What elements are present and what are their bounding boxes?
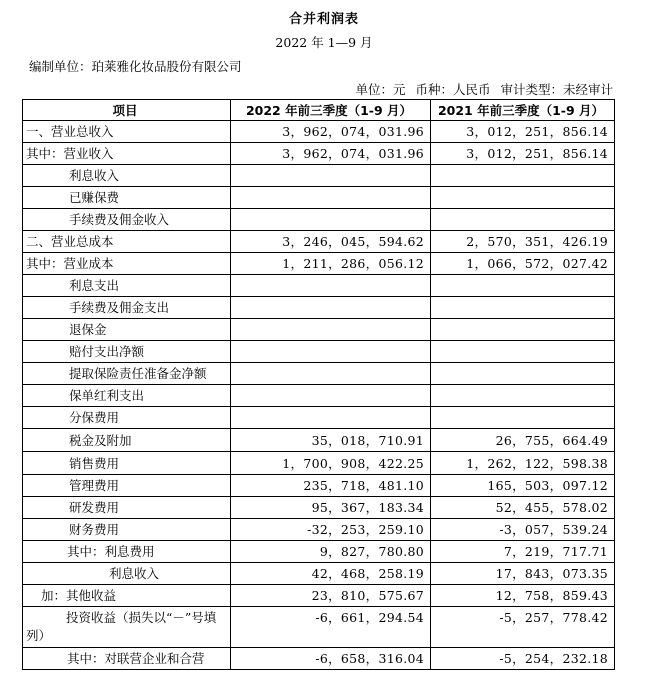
row-label: 保单红利支出	[23, 385, 231, 407]
table-row	[23, 187, 615, 209]
value-2022	[231, 319, 431, 341]
table-row	[23, 452, 615, 475]
value-2021: 52，455，578.02	[431, 497, 615, 519]
row-label: 其中：营业成本	[23, 253, 231, 275]
row-label: 其中：对联营企业和合营	[23, 648, 231, 670]
row-label: 已赚保费	[23, 187, 231, 209]
value-2022: 23，810，575.67	[231, 585, 431, 607]
value-2021	[431, 209, 615, 231]
value-2021: 3，012，251，856.14	[431, 121, 615, 143]
value-2021	[431, 297, 615, 319]
table-row	[23, 363, 615, 385]
row-label: 管理费用	[23, 475, 231, 497]
table-row	[23, 341, 615, 363]
row-label: 其中：利息费用	[23, 541, 231, 563]
table-row	[23, 519, 615, 541]
value-2021	[431, 187, 615, 209]
value-2022: 42，468，258.19	[231, 563, 431, 585]
table-header-row	[23, 100, 615, 121]
value-2022: 35，018，710.91	[231, 429, 431, 452]
report-meta	[349, 80, 613, 98]
value-2021: 7，219，717.71	[431, 541, 615, 563]
value-2021: 26，755，664.49	[431, 429, 615, 452]
company-name: 编制单位：珀莱雅化妆品股份有限公司	[29, 59, 242, 74]
row-label: 退保金	[23, 319, 231, 341]
value-2022: -6，658，316.04	[231, 648, 431, 670]
value-2022: 3，962，074，031.96	[231, 121, 431, 143]
value-2022	[231, 209, 431, 231]
table-row	[23, 648, 615, 670]
value-2021: 1，262，122，598.38	[431, 452, 615, 475]
income-statement-table	[22, 99, 615, 670]
table-row	[23, 563, 615, 585]
value-2021	[431, 165, 615, 187]
value-2021	[431, 275, 615, 297]
value-2021: -5，257，778.42	[431, 607, 615, 648]
value-2022: 1，700，908，422.25	[231, 452, 431, 475]
table-row	[23, 319, 615, 341]
value-2022: -6，661，294.54	[231, 607, 431, 648]
value-2022	[231, 297, 431, 319]
row-label: 加：其他收益	[23, 585, 231, 607]
table-row	[23, 231, 615, 253]
row-label: 利息收入	[23, 563, 231, 585]
value-2022: 3，246，045，594.62	[231, 231, 431, 253]
value-2021	[431, 385, 615, 407]
table-row	[23, 607, 615, 648]
value-2022: 9，827，780.80	[231, 541, 431, 563]
value-2022	[231, 363, 431, 385]
value-2022	[231, 385, 431, 407]
value-2022	[231, 165, 431, 187]
table-row	[23, 585, 615, 607]
report-period: 2022 年 1—9 月	[275, 35, 373, 50]
value-2022	[231, 341, 431, 363]
value-2021	[431, 341, 615, 363]
currency-label: 币种：人民币	[415, 82, 491, 97]
value-2021: 165，503，097.12	[431, 475, 615, 497]
value-2022	[231, 275, 431, 297]
value-2022: 1，211，286，056.12	[231, 253, 431, 275]
table-row	[23, 475, 615, 497]
row-label: 销售费用	[23, 452, 231, 475]
value-2021: 3，012，251，856.14	[431, 143, 615, 165]
table-row	[23, 497, 615, 519]
report-title: 合并利润表	[288, 12, 359, 27]
value-2022	[231, 187, 431, 209]
table-row	[23, 297, 615, 319]
table-row	[23, 121, 615, 143]
table-row	[23, 541, 615, 563]
column-header-2021: 2021 年前三季度（1-9 月）	[431, 100, 615, 121]
value-2021: 1，066，572，027.42	[431, 253, 615, 275]
table-row	[23, 143, 615, 165]
row-label: 利息支出	[23, 275, 231, 297]
row-label: 二、营业总成本	[23, 231, 231, 253]
row-label: 分保费用	[23, 407, 231, 429]
value-2021: -3，057，539.24	[431, 519, 615, 541]
column-header-2022: 2022 年前三季度（1-9 月）	[231, 100, 431, 121]
value-2022: 235，718，481.10	[231, 475, 431, 497]
audit-type-label: 审计类型：未经审计	[500, 82, 613, 97]
row-label: 其中：营业收入	[23, 143, 231, 165]
table-row	[23, 429, 615, 452]
table-row	[23, 275, 615, 297]
value-2022: 95，367，183.34	[231, 497, 431, 519]
value-2022	[231, 407, 431, 429]
value-2022: -32，253，259.10	[231, 519, 431, 541]
column-header-item: 项目	[23, 100, 231, 121]
value-2021: -5，254，232.18	[431, 648, 615, 670]
value-2021	[431, 407, 615, 429]
row-label: 财务费用	[23, 519, 231, 541]
row-label: 投资收益（损失以“－”号填列）	[23, 607, 231, 648]
row-label: 一、营业总收入	[23, 121, 231, 143]
value-2021	[431, 363, 615, 385]
table-row	[23, 407, 615, 429]
table-row	[23, 209, 615, 231]
row-label: 手续费及佣金收入	[23, 209, 231, 231]
row-label: 研发费用	[23, 497, 231, 519]
row-label: 税金及附加	[23, 429, 231, 452]
value-2021: 2，570，351，426.19	[431, 231, 615, 253]
row-label: 赔付支出净额	[23, 341, 231, 363]
value-2021: 12，758，859.43	[431, 585, 615, 607]
table-row	[23, 385, 615, 407]
value-2022: 3，962，074，031.96	[231, 143, 431, 165]
table-row	[23, 165, 615, 187]
unit-label: 单位：元	[355, 82, 406, 97]
row-label: 提取保险责任准备金净额	[23, 363, 231, 385]
table-row	[23, 253, 615, 275]
value-2021	[431, 319, 615, 341]
row-label: 利息收入	[23, 165, 231, 187]
value-2021: 17，843，073.35	[431, 563, 615, 585]
row-label: 手续费及佣金支出	[23, 297, 231, 319]
